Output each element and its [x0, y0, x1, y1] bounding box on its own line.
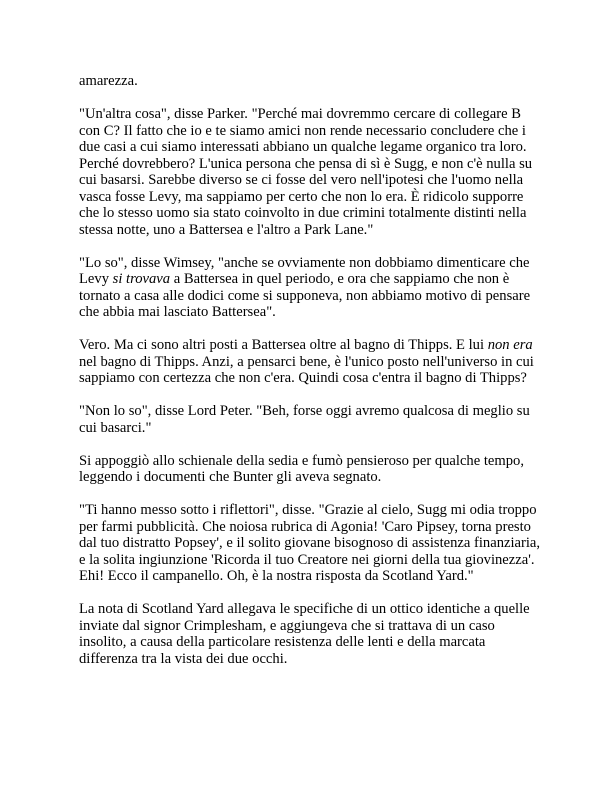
paragraph-4-italic: non era — [487, 337, 533, 353]
paragraph-5: "Non lo so", disse Lord Peter. "Beh, forse oggi avremo qualcosa di meglio su cui basarci." — [79, 403, 530, 436]
paragraph-3-text-start: "Lo so", disse Wimsey, "anche se ovviamente non dobbiamo dimenticare che Levy — [79, 254, 530, 287]
paragraph-4-text-start: Vero. Ma ci sono altri posti a Battersea oltre al bagno di Thipps. E lui — [79, 337, 488, 353]
paragraph-7: "Ti hanno messo sotto i riflettori", disse. "Grazie al cielo, Sugg mi odia troppo per farmi pubblicità. Che noiosa rubrica di Agonia! 'Caro Pipsey, torna presto dal tuo distratto Popsey', e il solito giovane bisognoso di assistenza finanziaria, e la solita ingiunzione 'Ricorda il tuo Creatore nei giorni della tua giovinezza'. Ehi! Ecco il campanello. Oh, è la nostra risposta da Scotland Yard." — [79, 502, 541, 584]
paragraph-3 — [79, 255, 541, 321]
paragraph-3-italic: si trovava — [112, 271, 171, 287]
paragraph-8: La nota di Scotland Yard allegava le specifiche di un ottico identiche a quelle inviate dal signor Crimplesham, e aggiungeva che si trattava di un caso insolito, a causa della particolare resistenza delle lenti e della marcata differenza tra la vista dei due occhi. — [79, 601, 530, 667]
paragraph-2: "Un'altra cosa", disse Parker. "Perché mai dovremmo cercare di collegare B con C? Il fatto che io e te siamo amici non rende necessario concludere che i due casi a cui siamo interessati abbiano un qualche legame organico tra loro. Perché dovrebbero? L'unica persona che pensa di sì è Sugg, e non c'è nulla su cui basarsi. Sarebbe diverso se ci fosse del vero nell'ipotesi che l'uomo nella vasca fosse Levy, ma sappiamo per certo che non lo era. È ridicolo supporre che lo stesso uomo sia stato coinvolto in due crimini totalmente distinti nella stessa notte, uno a Battersea e l'altro a Park Lane." — [79, 106, 533, 238]
paragraph-1: amarezza. — [79, 73, 138, 89]
document-page — [79, 73, 541, 667]
paragraph-3-text-end: a Battersea in quel periodo, e ora che sappiamo che non è tornato a casa alle dodici come si supponeva, non abbiamo motivo di pensare che abbia mai lasciato Battersea". — [79, 271, 531, 320]
paragraph-4-text-end: nel bagno di Thipps. Anzi, a pensarci bene, è l'unico posto nell'universo in cui sappiamo con certezza che non c'era. Quindi cosa c'entra il bagno di Thipps? — [79, 353, 534, 386]
paragraph-6: Si appoggiò allo schienale della sedia e fumò pensieroso per qualche tempo, leggendo i documenti che Bunter gli aveva segnato. — [79, 452, 524, 485]
paragraph-4 — [79, 337, 541, 387]
